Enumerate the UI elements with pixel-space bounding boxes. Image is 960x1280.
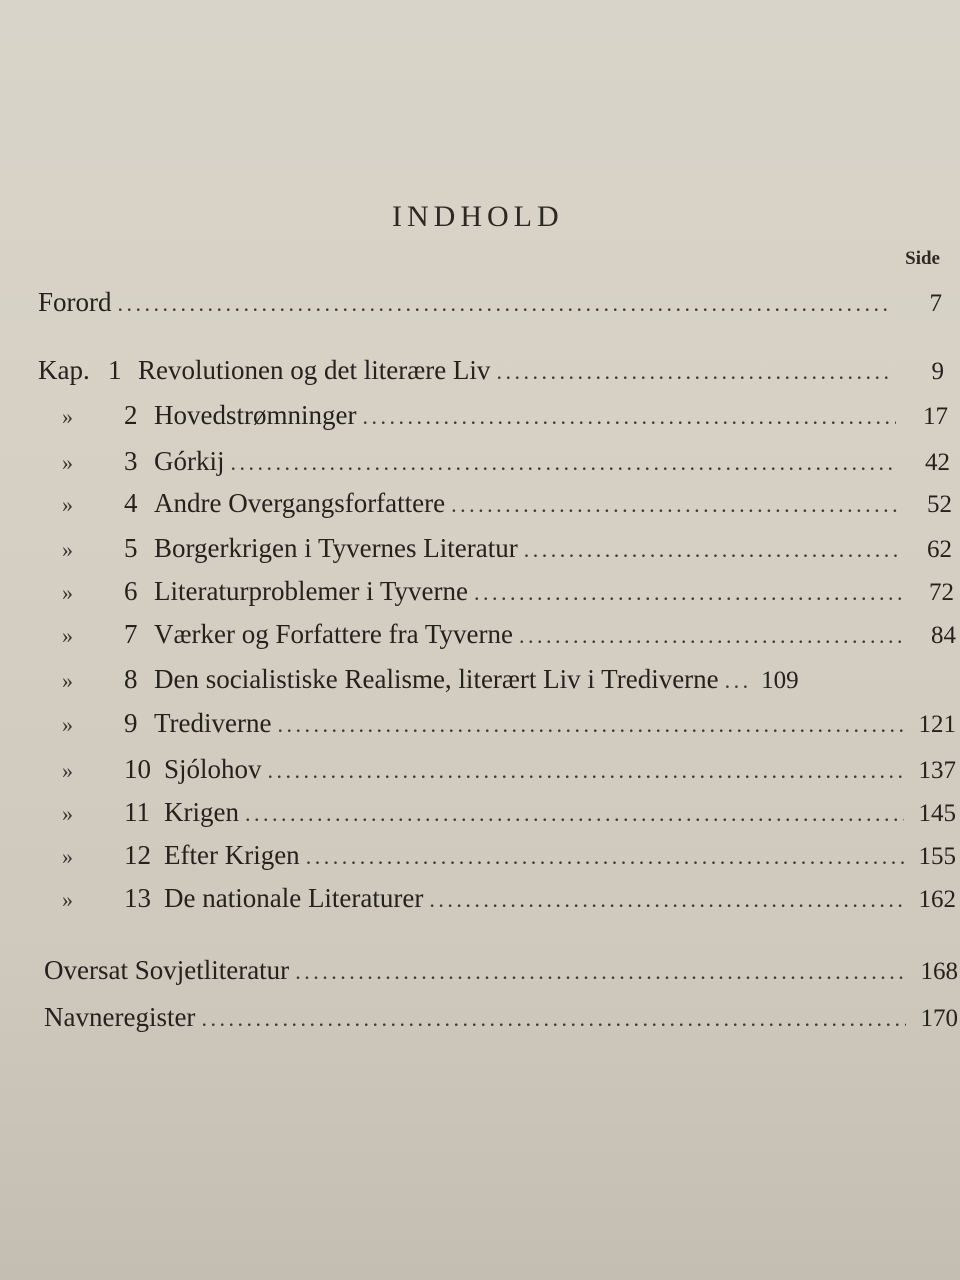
toc-entry-chapter-4[interactable] xyxy=(62,488,952,519)
ditto-mark: » xyxy=(62,844,73,869)
chapter-number: 1 xyxy=(108,355,122,385)
leader-dots xyxy=(201,1006,906,1032)
entry-label: Borgerkrigen i Tyvernes Literatur xyxy=(154,533,518,563)
ditto-mark: » xyxy=(62,450,73,475)
chapter-number: 7 xyxy=(124,619,138,649)
ditto-mark: » xyxy=(62,712,73,737)
chapter-number: 6 xyxy=(124,576,138,606)
chapter-number: 4 xyxy=(124,488,138,518)
leader-dots xyxy=(306,844,904,870)
entry-page: 7 xyxy=(929,290,942,317)
entry-page: 42 xyxy=(925,449,950,476)
entry-page: 121 xyxy=(918,711,956,738)
ditto-mark: » xyxy=(62,492,73,517)
toc-entry-chapter-13[interactable] xyxy=(62,883,956,914)
toc-entry-navneregister[interactable] xyxy=(44,1002,958,1033)
entry-page: 84 xyxy=(931,622,956,649)
leader-dots xyxy=(524,537,900,563)
entry-page: 52 xyxy=(927,491,952,518)
entry-page: 162 xyxy=(918,886,956,913)
chapter-number: 10 xyxy=(124,754,151,784)
leader-dots xyxy=(519,623,904,649)
entry-page: 155 xyxy=(918,843,956,870)
leader-dots xyxy=(245,801,904,827)
leader-dots xyxy=(268,758,904,784)
leader-dots xyxy=(451,492,900,518)
chapter-number: 12 xyxy=(124,840,151,870)
entry-label: Efter Krigen xyxy=(164,840,300,870)
entry-page: 62 xyxy=(927,536,952,563)
leader-dots xyxy=(277,712,904,738)
chapter-number: 3 xyxy=(124,446,138,476)
toc-entry-chapter-10[interactable] xyxy=(62,754,956,785)
leader-dots xyxy=(118,291,891,317)
entry-page: 168 xyxy=(920,958,958,985)
entry-label: Revolutionen og det literære Liv xyxy=(138,355,491,385)
toc-entry-chapter-3[interactable] xyxy=(62,446,950,477)
entry-page: 9 xyxy=(931,358,944,385)
entry-label: Górkij xyxy=(154,446,225,476)
toc-entry-chapter-6[interactable] xyxy=(62,576,954,607)
ditto-mark: » xyxy=(62,801,73,826)
toc-entry-chapter-2[interactable] xyxy=(62,400,948,431)
entry-label: Den socialistiske Realisme, literært Liv i Trediverne xyxy=(154,664,719,694)
entry-label: Andre Overgangsforfattere xyxy=(154,488,446,518)
toc-entry-chapter-5[interactable] xyxy=(62,533,952,564)
toc-entry-oversat-sovjetliteratur[interactable] xyxy=(44,955,958,986)
entry-label: Trediverne xyxy=(154,708,272,738)
ditto-mark: » xyxy=(62,887,73,912)
chapter-number: 13 xyxy=(124,883,151,913)
toc-entry-chapter-9[interactable] xyxy=(62,708,956,739)
entry-label: Hovedstrømninger xyxy=(154,400,357,430)
entry-page: 109 xyxy=(761,667,799,694)
ditto-mark: » xyxy=(62,623,73,648)
entry-label: Oversat Sovjetliteratur xyxy=(44,955,290,985)
toc-entry-chapter-12[interactable] xyxy=(62,840,956,871)
toc-entry-chapter-7[interactable] xyxy=(62,619,956,650)
leader-dots xyxy=(474,580,902,606)
ditto-mark: » xyxy=(62,580,73,605)
entry-label: Navneregister xyxy=(44,1002,196,1032)
entry-label: Forord xyxy=(38,287,112,317)
leader-dots xyxy=(725,668,747,694)
leader-dots xyxy=(231,450,899,476)
ditto-mark: » xyxy=(62,758,73,783)
entry-page: 170 xyxy=(920,1005,958,1032)
chapter-number: 5 xyxy=(124,533,138,563)
entry-label: Værker og Forfattere fra Tyverne xyxy=(154,619,513,649)
chapter-prefix: Kap. xyxy=(38,355,90,385)
page-title: INDHOLD xyxy=(392,200,564,233)
toc-entry-chapter-11[interactable] xyxy=(62,797,956,828)
chapter-number: 8 xyxy=(124,664,138,694)
toc-entry-chapter-8[interactable] xyxy=(62,664,956,695)
page-column-label: Side xyxy=(905,248,940,269)
toc-entry-forord[interactable] xyxy=(38,287,942,318)
chapter-number: 11 xyxy=(124,797,150,827)
entry-label: Literaturproblemer i Tyverne xyxy=(154,576,468,606)
ditto-mark: » xyxy=(62,404,73,429)
entry-page: 72 xyxy=(929,579,954,606)
entry-page: 145 xyxy=(918,800,956,827)
leader-dots xyxy=(429,887,904,913)
leader-dots xyxy=(496,359,892,385)
entry-label: Krigen xyxy=(164,797,239,827)
entry-page: 17 xyxy=(923,403,948,430)
chapter-number: 9 xyxy=(124,708,138,738)
chapter-number: 2 xyxy=(124,400,138,430)
entry-page: 137 xyxy=(918,757,956,784)
entry-label: De nationale Literaturer xyxy=(164,883,424,913)
leader-dots xyxy=(362,404,896,430)
ditto-mark: » xyxy=(62,537,73,562)
ditto-mark: » xyxy=(62,668,73,693)
leader-dots xyxy=(295,959,906,985)
toc-entry-chapter-1[interactable] xyxy=(38,355,944,386)
entry-label: Sjólohov xyxy=(164,754,262,784)
